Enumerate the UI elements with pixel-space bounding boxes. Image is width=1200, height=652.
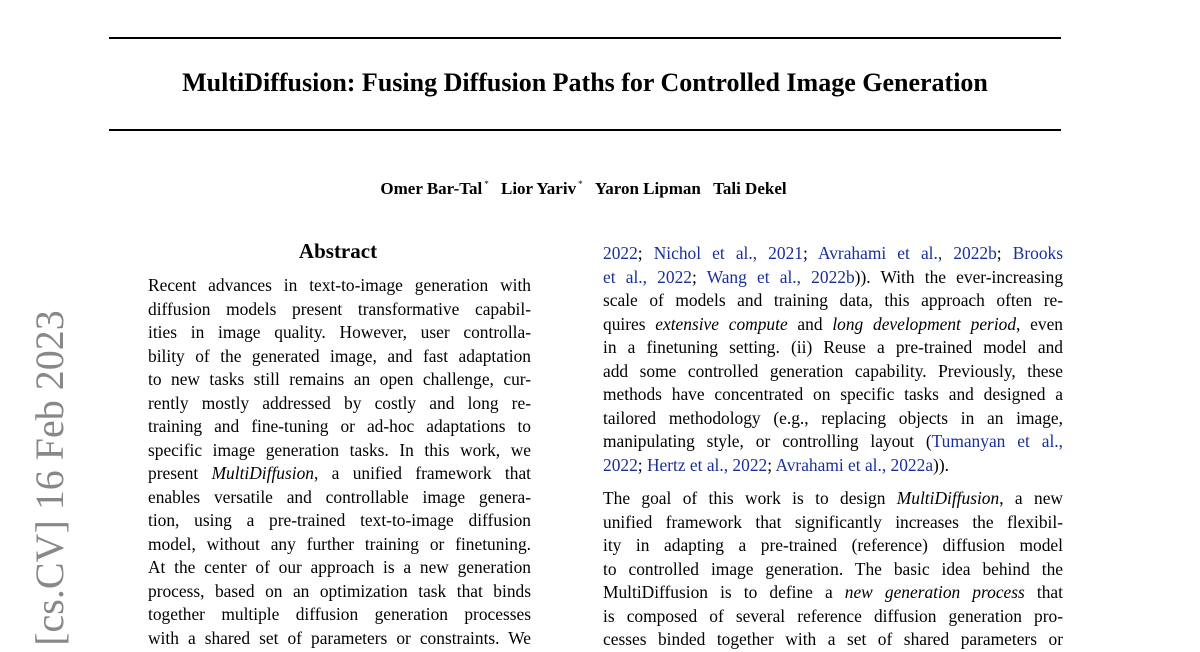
author-4: Tali Dekel — [713, 179, 787, 198]
abstract-body — [148, 274, 531, 650]
intro-line: MultiDiffusion is to define a new generation process that — [603, 582, 1063, 602]
citation-link[interactable]: Avrahami et al., 2022a — [775, 454, 934, 475]
abstract-line: together multiple diffusion generation processes — [148, 604, 531, 624]
intro-line: is composed of several reference diffusion generation pro- — [603, 605, 1063, 626]
abstract-line: ities in image quality. However, user controlla- — [148, 322, 531, 342]
abstract-line: specific image generation tasks. In this work, we — [148, 439, 531, 460]
author-1: Omer Bar-Tal * — [380, 179, 489, 198]
abstract-heading: Abstract — [298, 239, 378, 263]
intro-line: et al., 2022; Wang et al., 2022b)). With the ever-increasing — [603, 266, 1064, 287]
paragraph-gap — [603, 477, 1063, 487]
author-list — [0, 173, 1167, 200]
intro-line: 2022; Hertz et al., 2022; Avrahami et al., 2022a)). — [603, 454, 949, 475]
abstract-line: with a shared set of parameters or constraints. We — [148, 627, 531, 648]
abstract-line: diffusion models present transformative capabil- — [148, 298, 531, 319]
abstract-line: enables versatile and controllable image genera- — [148, 486, 531, 507]
title-rule-top — [109, 37, 1061, 39]
abstract-line: Recent advances in text-to-image generation with — [148, 275, 531, 295]
abstract-line: training and fine-tuning or ad-hoc adaptations to — [148, 416, 531, 436]
equal-contribution-mark: * — [578, 179, 583, 189]
title-rule-bottom — [109, 129, 1061, 131]
intro-line: 2022; Nichol et al., 2021; Avrahami et al., 2022b; Brooks — [603, 243, 1063, 263]
intro-line: scale of models and training data, this approach often re- — [603, 290, 1063, 310]
citation-link[interactable]: Hertz et al., 2022 — [646, 454, 768, 475]
abstract-line: rently mostly addressed by costly and long re- — [148, 392, 531, 413]
intro-line: unified framework that significantly increases the flexibil- — [603, 511, 1063, 532]
abstract-line: to new tasks still remains an open challenge, cur- — [148, 369, 531, 389]
citation-link[interactable]: Nichol et al., 2021 — [653, 243, 803, 263]
intro-line: add some controlled generation capability. Previously, these — [603, 360, 1063, 381]
intro-line: cesses binded together with a set of shared parameters or — [603, 629, 1063, 649]
arxiv-stamp: [cs.CV] 16 Feb 2023 — [27, 310, 72, 646]
intro-line: manipulating style, or controlling layout (Tumanyan et al., — [603, 431, 1063, 451]
citation-link[interactable]: 2022 — [603, 243, 638, 263]
abstract-line: model, without any further training or finetuning. — [148, 533, 531, 554]
abstract-line: present MultiDiffusion, a unified framework that — [148, 463, 531, 483]
paper-title: MultiDiffusion: Fusing Diffusion Paths for Controlled Image Generation — [182, 68, 988, 97]
intro-line: to controlled image generation. The basic idea behind the — [603, 558, 1063, 579]
intro-line: in a finetuning setting. (ii) Reuse a pre-trained model and — [603, 337, 1063, 357]
citation-link[interactable]: et al., 2022 — [603, 266, 692, 287]
method-name: MultiDiffusion — [211, 463, 314, 483]
equal-contribution-mark: * — [484, 179, 489, 189]
citation-link[interactable]: Avrahami et al., 2022b — [817, 243, 997, 263]
citation-link[interactable]: Tumanyan et al., — [931, 431, 1063, 451]
abstract-line: process, based on an optimization task that binds — [148, 580, 531, 601]
citation-link[interactable]: 2022 — [603, 454, 638, 475]
intro-line: tailored methodology (e.g., replacing objects in an image, — [603, 407, 1063, 428]
author-2: Lior Yariv * — [501, 179, 583, 198]
intro-line: methods have concentrated on specific tasks and designed a — [603, 384, 1063, 404]
abstract-line: bility of the generated image, and fast adaptation — [148, 345, 531, 366]
author-3: Yaron Lipman — [594, 179, 701, 198]
intro-body — [603, 242, 1063, 652]
citation-link[interactable]: Brooks — [1012, 243, 1063, 263]
intro-line: ity in adapting a pre-trained (reference) diffusion model — [603, 535, 1063, 555]
abstract-line: tion, using a pre-trained text-to-image diffusion — [148, 510, 531, 530]
abstract-line: At the center of our approach is a new generation — [148, 557, 531, 577]
intro-line: The goal of this work is to design MultiDiffusion, a new — [603, 488, 1063, 508]
citation-link[interactable]: Wang et al., 2022b — [706, 266, 855, 287]
intro-line: quires extensive compute and long development period, even — [603, 313, 1063, 334]
